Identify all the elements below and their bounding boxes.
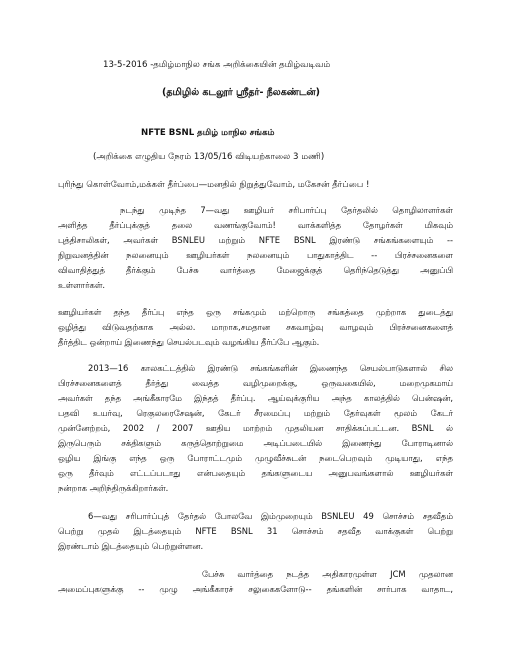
paragraph-4-line: 6—வது சரிபார்ப்புத் தேர்தல் போலவே இம்முறையும் BSNLEU 49 சொச்சம் சதவீதம் — [88, 511, 453, 521]
paragraph-3-line: நன்றாக அறிந்திருக்கிறார்கள். — [58, 483, 169, 493]
paragraph-2-line: ஊழியர்கள் தந்த தீர்ப்பு எந்த ஒரு சங்கமும் மற்றொரு சங்கத்தை முற்றாக துடைத்து — [58, 307, 453, 317]
paragraph-3-line: முன்னேற்றம், 2002 / 2007 ஊதிய மாற்றம் முதலியன சாதிக்கப்பட்டன. BSNL ல் — [58, 423, 453, 433]
union-name: NFTE BSNL தமிழ் மாநில சங்கம் — [141, 128, 275, 138]
paragraph-3-line: ஒரு தீர்வும் எட்டப்படாது என்பதையும் தங்களுடைய அனுபவங்களால் ஊழியர்கள் — [58, 468, 453, 478]
paragraph-5-line: பேச்சு வார்த்தை நடத்த அதிகாரமுள்ள JCM முதலான — [202, 569, 453, 579]
paragraph-1-line: விவாதித்துத் தீர்க்கும் பேச்சு வார்த்தை மேஜைக்குத் தெரிந்தெடுத்து அனுப்பி — [58, 265, 453, 275]
paragraph-3-line: 2013—16 காலகட்டத்தில் இரண்டு சங்கங்களின் இணைந்த செயல்பாடுகளால் சில — [88, 363, 453, 373]
paragraph-1-line: நடந்து முடிந்த 7—வது ஊழியர் சரிபார்ப்பு தேர்தலில் தொழிலாளர்கள் — [120, 205, 453, 215]
paragraph-1-line: உள்ளார்கள். — [58, 280, 106, 290]
paragraph-3-line: இருபெரும் சக்திகளும் கருத்தொற்றுமை அடிப்படையில் இணைந்து போராடினால் — [58, 438, 453, 448]
paragraph-3-line: பிரச்சனைகளைத் தீர்த்து வைத்த வழிமுறைக்கு, ஒருவகையில், மறைமுகமாய் — [58, 378, 453, 388]
paragraph-4-line: பெற்று முதல் இடத்தையும் NFTE BSNL 31 சொச்சம் சதவீத வாக்குகள் பெற்று — [58, 526, 453, 536]
paragraph-3-line: அவர்கள் தந்த அங்கீகாரமே இந்தத் தீர்ப்பு. ஆய்வுக்குரிய அந்த காலத்தில் பென்ஷன், — [58, 393, 453, 403]
header-line: 13-5-2016 -தமிழ்மாநில சங்க அறிக்கையின் தமிழ்வடிவம் — [103, 60, 331, 70]
paragraph-3-line: ஒழிய இங்கு எந்த ஒரு போராட்டமும் முழுவீச்சுடன் நடைபெறவும் முடியாது, எந்த — [58, 453, 453, 463]
paragraph-1-line: நிறுவனத்தின் நலனையும் ஊழியர்கள் நலனையும் பாதுகாத்திட -- பிரச்சனைகளை — [58, 250, 453, 260]
paragraph-2-line: தீர்த்திட ஒன்றாய் இணைந்து செயல்படவும் வழங்கிய தீர்ப்பே ஆகும். — [58, 337, 320, 347]
translator-line: (தமிழில் கடலூர் ஸ்ரீதர்- நீலகண்டன்) — [162, 87, 320, 98]
written-time: (அறிக்கை எழுதிய நேரம் 13/05/16 விடியற்காலை 3 மணி) — [93, 152, 325, 162]
paragraph-3-line: பதவி உயர்வு, ரெகுலரைசேஷன், கேடர் சீரமைப்பு மற்றும் தேர்வுகள் மூலம் கேடர் — [58, 408, 453, 418]
paragraph-2-line: ஒழித்து விடுவதற்காக அல்ல. மாறாக,சமதான சகவாழ்வு வாழவும் பிரச்சனைகளைத் — [58, 322, 453, 332]
paragraph-1-line: புத்திசாலிகள், அவர்கள் BSNLEU மற்றும் NFTE BSNL இரண்டு சங்கங்களையும் -- — [58, 235, 453, 245]
paragraph-4-line: இரண்டாம் இடத்தையும் பெற்றுள்ளன. — [58, 541, 204, 551]
paragraph-1-line: அளித்த தீர்ப்புக்குத் தலை வணங்குவோம்! வாக்களித்த தோழர்கள் மிகவும் — [58, 220, 453, 230]
slogan: புரிந்து கொள்வோம்,மக்கள் தீர்ப்பை—மனதில் நிறுத்துவோம், மகேசன் தீர்ப்பை ! — [58, 180, 370, 190]
paragraph-5-line: அமைப்புகளுக்கு -- முழு அங்கீகாரச் சலுகைகளோடு-- தங்களின் சார்பாக வாதாட, — [58, 584, 453, 594]
